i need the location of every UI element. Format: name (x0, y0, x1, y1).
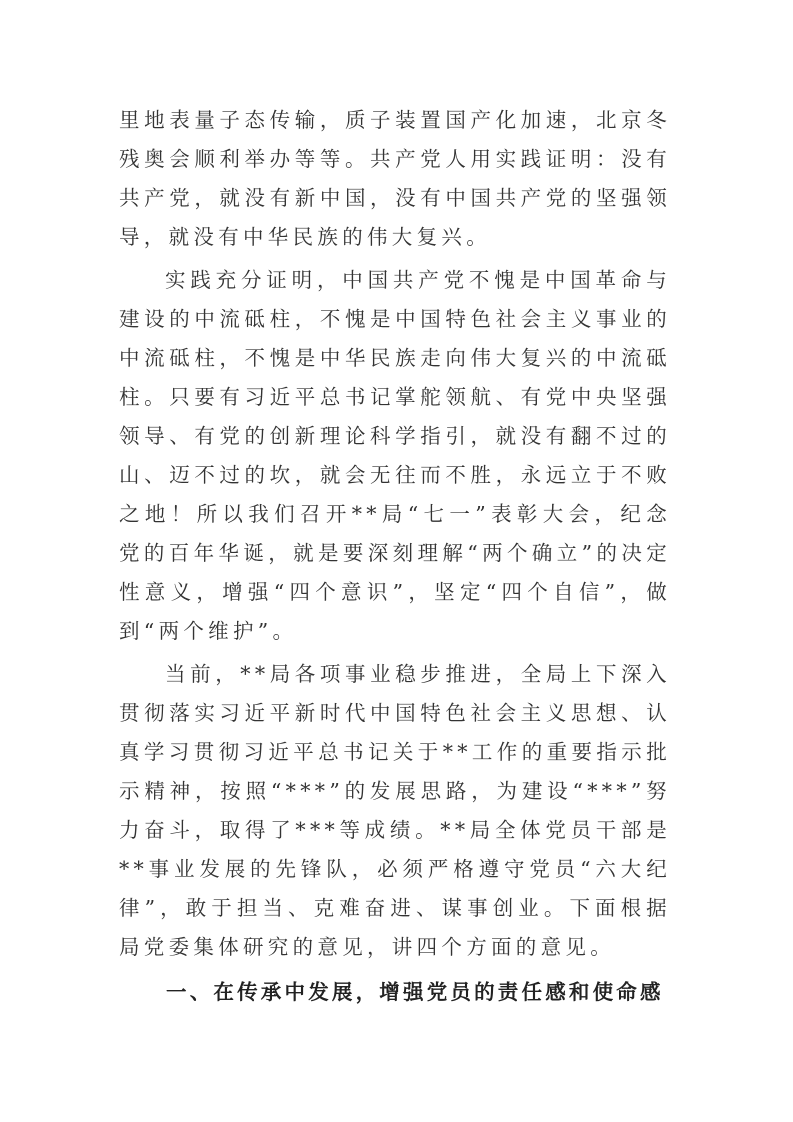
paragraph-3: 当前，**局各项事业稳步推进，全局上下深入贯彻落实习近平新时代中国特色社会主义思想、认真学习贯彻习近平总书记关于**工作的重要指示批示精神，按照“***”的发展思路，为建设“***”努力奋斗，取得了***等成绩。**局全体党员干部是**事业发展的先锋队，必须严格遵守党员“六大纪律”，敢于担当、克难奋进、谋事创业。下面根据局党委集体研究的意见，讲四个方面的意见。 (119, 662, 671, 959)
section-heading: 一、在传承中发展，增强党员的责任感和使命感 (166, 980, 664, 1004)
paragraph-2: 实践充分证明，中国共产党不愧是中国革命与建设的中流砥柱，不愧是中国特色社会主义事业的中流砥柱，不愧是中华民族走向伟大复兴的中流砥柱。只要有习近平总书记掌舵领航、有党中央坚强领导、有党的创新理论科学指引，就没有翻不过的山、迈不过的坎，就会无往而不胜，永远立于不败之地！所以我们召开**局“七一”表彰大会，纪念党的百年华诞，就是要深刻理解“两个确立”的决定性意义，增强“四个意识”，坚定“四个自信”，做到“两个维护”。 (119, 268, 671, 643)
paragraph-1: 里地表量子态传输，质子装置国产化加速，北京冬残奥会顺利举办等等。共产党人用实践证明：没有共产党，就没有新中国，没有中国共产党的坚强领导，就没有中华民族的伟大复兴。 (119, 108, 671, 249)
document-page (119, 101, 671, 1012)
